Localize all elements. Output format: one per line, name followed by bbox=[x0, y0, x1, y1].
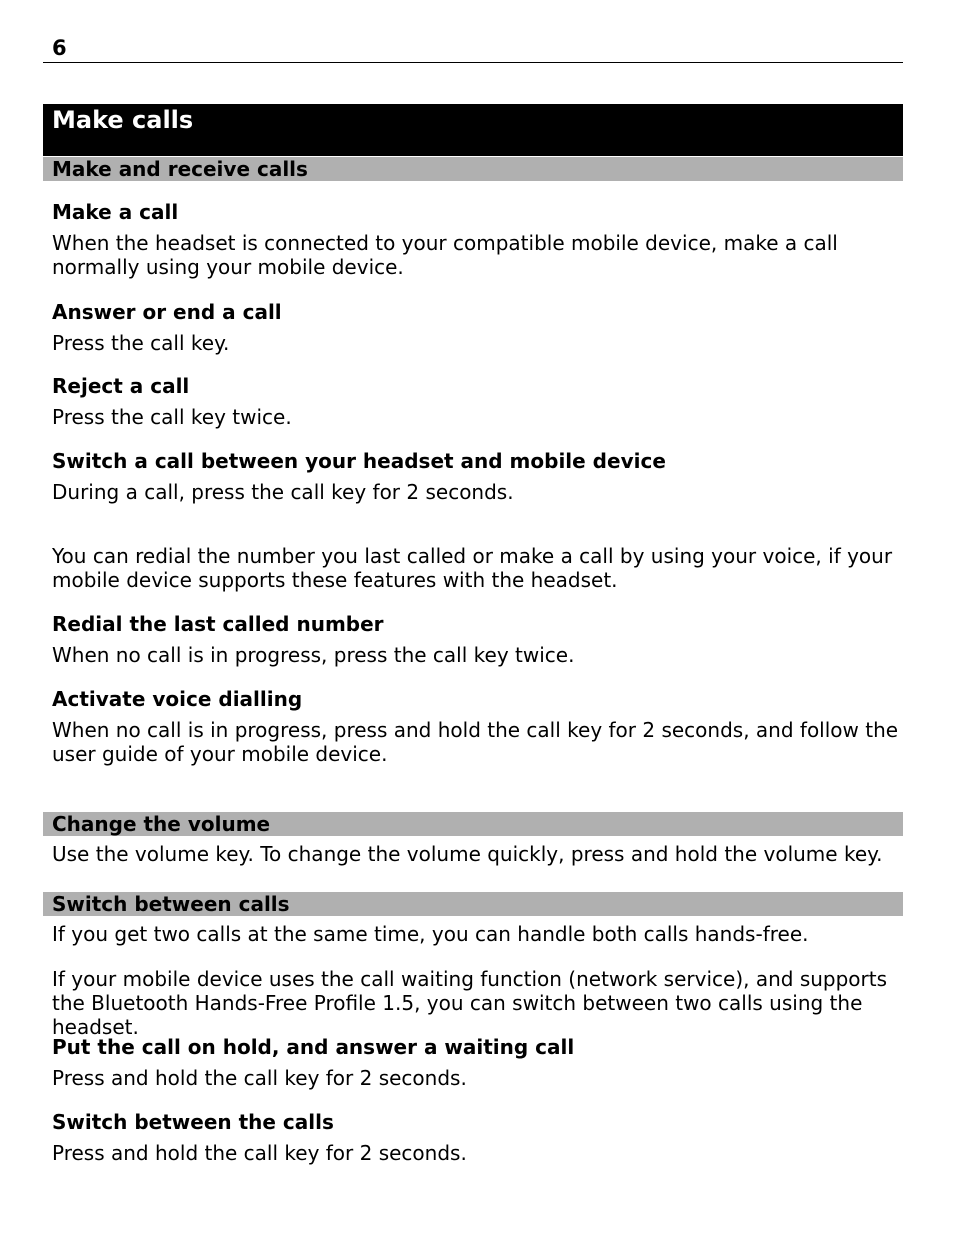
topic-heading: Switch a call between your headset and mobile device bbox=[52, 449, 666, 473]
topic-text: When no call is in progress, press and hold the call key for 2 seconds, and follow the user guide of your mobile device. bbox=[52, 718, 899, 766]
volume-text: Use the volume key. To change the volume quickly, press and hold the volume key. bbox=[52, 842, 883, 866]
section-title-make-receive: Make and receive calls bbox=[52, 157, 308, 181]
topic-heading: Make a call bbox=[52, 200, 179, 224]
section-bar-make-receive bbox=[43, 157, 903, 181]
volume-text-block bbox=[52, 842, 902, 866]
topic-voice-dialling bbox=[52, 687, 902, 766]
topic-switch-headset-device bbox=[52, 449, 902, 504]
switch-calls-text-1 bbox=[52, 922, 902, 946]
page-title: Make calls bbox=[52, 106, 194, 134]
topic-text: Press and hold the call key for 2 seconds. bbox=[52, 1066, 467, 1090]
topic-text: During a call, press the call key for 2 seconds. bbox=[52, 480, 514, 504]
topic-hold-answer-waiting bbox=[52, 1035, 902, 1090]
topic-heading: Reject a call bbox=[52, 374, 190, 398]
section-title-change-volume: Change the volume bbox=[52, 812, 271, 836]
topic-reject-call bbox=[52, 374, 902, 429]
topic-heading: Answer or end a call bbox=[52, 300, 282, 324]
topic-switch-between-calls bbox=[52, 1110, 902, 1165]
topic-text: Press the call key twice. bbox=[52, 405, 292, 429]
topic-heading: Activate voice dialling bbox=[52, 687, 303, 711]
section-bar-switch-calls bbox=[43, 892, 903, 916]
header-rule bbox=[43, 62, 903, 63]
section-bar-change-volume bbox=[43, 812, 903, 836]
paragraph-text: If your mobile device uses the call waiting function (network service), and supports the Bluetooth Hands-Free Profile 1.5, you can switch between two calls using the headset. bbox=[52, 967, 888, 1039]
topic-text: Press the call key. bbox=[52, 331, 230, 355]
redial-intro bbox=[52, 544, 902, 592]
topic-make-call bbox=[52, 200, 902, 279]
topic-text: When the headset is connected to your compatible mobile device, make a call normally using your mobile device. bbox=[52, 231, 838, 279]
topic-redial bbox=[52, 612, 902, 667]
page-title-bar bbox=[43, 104, 903, 156]
topic-text: Press and hold the call key for 2 seconds. bbox=[52, 1141, 467, 1165]
switch-calls-text-2 bbox=[52, 967, 902, 1039]
topic-heading: Redial the last called number bbox=[52, 612, 384, 636]
topic-heading: Put the call on hold, and answer a waiting call bbox=[52, 1035, 575, 1059]
section-title-switch-calls: Switch between calls bbox=[52, 892, 290, 916]
paragraph-text: If you get two calls at the same time, you can handle both calls hands-free. bbox=[52, 922, 809, 946]
intro-text: You can redial the number you last called or make a call by using your voice, if your mobile device supports these features with the headset. bbox=[52, 544, 893, 592]
topic-answer-end-call bbox=[52, 300, 902, 355]
page-number: 6 bbox=[52, 36, 67, 60]
topic-heading: Switch between the calls bbox=[52, 1110, 334, 1134]
topic-text: When no call is in progress, press the call key twice. bbox=[52, 643, 575, 667]
